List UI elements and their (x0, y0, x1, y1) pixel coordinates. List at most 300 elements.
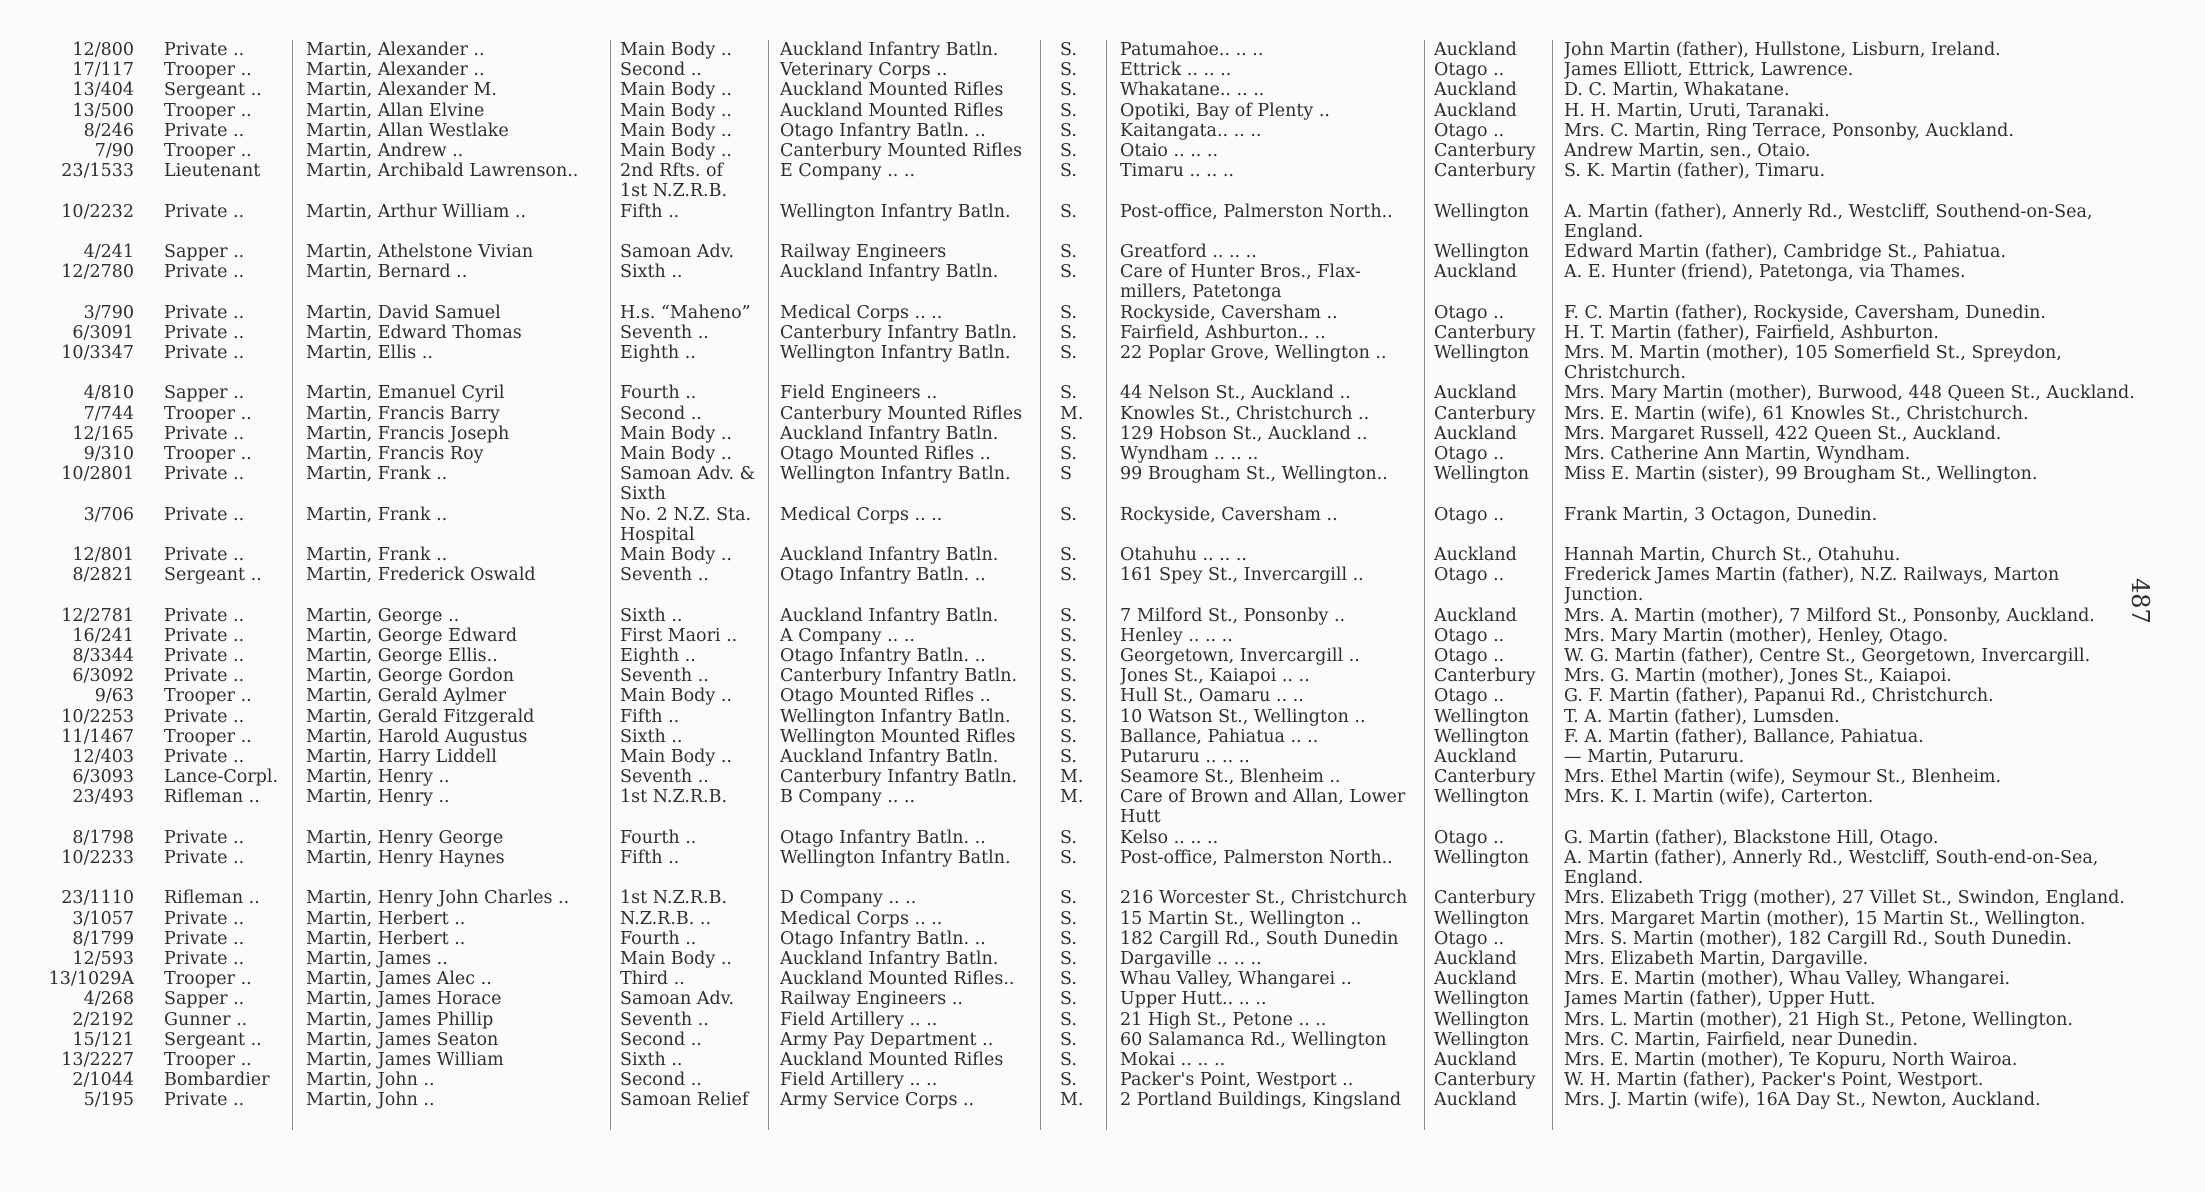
table-row (0, 787, 2205, 827)
marital-status: S. (1060, 545, 1077, 565)
draft-body: Fourth .. (620, 827, 697, 848)
rank: Sergeant .. (164, 1029, 262, 1050)
district: Otago .. (1434, 565, 1505, 586)
rank: Sapper .. (164, 242, 245, 262)
district: Otago .. (1434, 60, 1505, 81)
service-number: 13/404 (72, 80, 134, 101)
rank: Private .. (164, 646, 245, 666)
last-address: Fairfield, Ashburton.. .. (1120, 322, 1326, 343)
district: Auckland (1434, 383, 1517, 404)
draft-body: Main Body .. (620, 80, 732, 101)
table-row (0, 606, 2205, 626)
marital-status: S. (1060, 989, 1077, 1010)
unit: Auckland Infantry Batln. (780, 605, 999, 626)
next-of-kin: G. Martin (father), Blackstone Hill, Otago. (1564, 827, 1939, 848)
district: Auckland (1434, 80, 1517, 101)
last-address: Rockyside, Caversham .. (1120, 302, 1338, 323)
next-of-kin: Mrs. A. Martin (mother), 7 Milford St., Ponsonby, Auckland. (1564, 605, 2095, 626)
district: Wellington (1434, 1029, 1530, 1050)
draft-body: Second .. (620, 60, 702, 81)
rank: Private .. (164, 545, 245, 565)
district: Canterbury (1434, 403, 1536, 424)
table-row (0, 202, 2205, 242)
next-of-kin: A. Martin (father), Annerly Rd., Westcliff, Southend-on-Sea, England. (1564, 201, 2093, 242)
rank: Private .. (164, 908, 245, 929)
unit: Otago Mounted Rifles .. (780, 686, 991, 707)
draft-body: Main Body .. (620, 423, 732, 444)
table-row (0, 828, 2205, 848)
unit: Auckland Mounted Rifles (780, 1050, 1004, 1070)
soldier-name: Martin, Henry John Charles .. (306, 888, 570, 909)
last-address: Kelso .. .. .. (1120, 827, 1219, 848)
table-row (0, 404, 2205, 424)
soldier-name: Martin, James Horace (306, 989, 502, 1010)
district: Otago .. (1434, 928, 1505, 949)
rank: Private .. (164, 827, 245, 848)
rank: Private .. (164, 322, 245, 343)
district: Wellington (1434, 787, 1530, 808)
table-row (0, 909, 2205, 929)
last-address: 216 Worcester St., Christchurch (1120, 888, 1408, 909)
service-number: 10/2801 (61, 464, 134, 485)
unit: E Company .. .. (780, 161, 916, 182)
rank: Trooper .. (164, 100, 252, 121)
last-address: Packer's Point, Westport .. (1120, 1070, 1354, 1091)
rank: Private .. (164, 464, 245, 485)
rank: Private .. (164, 949, 245, 969)
next-of-kin: Mrs. K. I. Martin (wife), Carterton. (1564, 787, 1874, 808)
unit: Auckland Infantry Batln. (780, 423, 999, 444)
service-number: 6/3092 (72, 666, 134, 687)
service-number: 4/268 (83, 989, 134, 1010)
soldier-name: Martin, Alexander .. (306, 40, 485, 60)
next-of-kin: Mrs. G. Martin (mother), Jones St., Kaiapoi. (1564, 666, 1952, 687)
draft-body: Main Body .. (620, 141, 732, 161)
next-of-kin: F. A. Martin (father), Ballance, Pahiatua. (1564, 726, 1924, 747)
table-row (0, 767, 2205, 787)
unit: Wellington Infantry Batln. (780, 706, 1011, 727)
draft-body: Seventh .. (620, 666, 709, 687)
draft-body: Main Body .. (620, 120, 732, 141)
last-address: Post-office, Palmerston North.. (1120, 201, 1393, 222)
last-address: Putaruru .. .. .. (1120, 747, 1250, 767)
soldier-name: Martin, Henry George (306, 827, 504, 848)
marital-status: S. (1060, 141, 1077, 161)
next-of-kin: Mrs. Mary Martin (mother), Burwood, 448 Queen St., Auckland. (1564, 383, 2135, 404)
draft-body: Samoan Relief (620, 1090, 749, 1111)
draft-body: Second .. (620, 1029, 702, 1050)
last-address: 99 Brougham St., Wellington.. (1120, 464, 1388, 485)
table-row (0, 161, 2205, 201)
unit: Canterbury Infantry Batln. (780, 322, 1018, 343)
last-address: 161 Spey St., Invercargill .. (1120, 565, 1364, 586)
marital-status: M. (1060, 787, 1084, 808)
last-address: 129 Hobson St., Auckland .. (1120, 423, 1368, 444)
soldier-name: Martin, Frank .. (306, 545, 448, 565)
service-number: 8/246 (83, 120, 134, 141)
soldier-name: Martin, Henry .. (306, 787, 450, 808)
soldier-name: Martin, Frank .. (306, 504, 448, 525)
service-number: 12/801 (72, 545, 134, 565)
district: Wellington (1434, 908, 1530, 929)
unit: Auckland Mounted Rifles (780, 100, 1004, 121)
table-row (0, 101, 2205, 121)
district: Wellington (1434, 242, 1530, 262)
unit: Auckland Infantry Batln. (780, 262, 999, 283)
marital-status: S. (1060, 706, 1077, 727)
draft-body: 1st N.Z.R.B. (620, 787, 728, 808)
unit: Otago Infantry Batln. .. (780, 928, 986, 949)
draft-body: N.Z.R.B. .. (620, 908, 712, 929)
unit: Veterinary Corps .. (780, 60, 948, 81)
next-of-kin: Mrs. Margaret Russell, 422 Queen St., Auckland. (1564, 423, 2002, 444)
district: Auckland (1434, 100, 1517, 121)
last-address: Jones St., Kaiapoi .. .. (1120, 666, 1310, 687)
district: Wellington (1434, 343, 1530, 363)
last-address: Seamore St., Blenheim .. (1120, 767, 1341, 788)
marital-status: S. (1060, 383, 1077, 404)
table-row (0, 40, 2205, 60)
service-number: 17/117 (72, 60, 134, 81)
table-row (0, 626, 2205, 646)
page-number: 487 (2126, 578, 2154, 624)
next-of-kin: H. H. Martin, Uruti, Taranaki. (1564, 100, 1830, 121)
marital-status: S. (1060, 686, 1077, 707)
last-address: Ballance, Pahiatua .. .. (1120, 726, 1319, 747)
marital-status: S. (1060, 625, 1077, 646)
service-number: 6/3093 (72, 767, 134, 788)
marital-status: S. (1060, 423, 1077, 444)
draft-body: Main Body .. (620, 545, 732, 565)
district: Otago .. (1434, 302, 1505, 323)
rank: Rifleman .. (164, 888, 260, 909)
table-row (0, 969, 2205, 989)
marital-status: S. (1060, 322, 1077, 343)
district: Auckland (1434, 262, 1517, 283)
soldier-name: Martin, Ellis .. (306, 343, 433, 363)
unit: D Company .. .. (780, 888, 917, 909)
rank: Trooper .. (164, 726, 252, 747)
service-number: 2/1044 (72, 1070, 134, 1091)
marital-status: S. (1060, 565, 1077, 586)
soldier-name: Martin, Archibald Lawrenson.. (306, 161, 579, 182)
service-number: 9/310 (83, 444, 134, 464)
last-address: Ettrick .. .. .. (1120, 60, 1232, 81)
rank: Trooper .. (164, 141, 252, 161)
table-row (0, 666, 2205, 686)
table-row (0, 1010, 2205, 1030)
rank: Bombardier (164, 1070, 270, 1091)
last-address: 2 Portland Buildings, Kingsland (1120, 1090, 1402, 1111)
unit: Canterbury Infantry Batln. (780, 767, 1018, 788)
unit: Canterbury Mounted Rifles (780, 141, 1023, 161)
district: Auckland (1434, 969, 1517, 990)
unit: Medical Corps .. .. (780, 504, 943, 525)
district: Wellington (1434, 706, 1530, 727)
marital-status: S. (1060, 949, 1077, 969)
last-address: 10 Watson St., Wellington .. (1120, 706, 1366, 727)
next-of-kin: James Martin (father), Upper Hutt. (1564, 989, 1876, 1010)
marital-status: S. (1060, 827, 1077, 848)
last-address: Georgetown, Invercargill .. (1120, 646, 1360, 666)
rank: Trooper .. (164, 686, 252, 707)
service-number: 2/2192 (72, 1009, 134, 1030)
last-address: Opotiki, Bay of Plenty .. (1120, 100, 1330, 121)
last-address: Greatford .. .. .. (1120, 242, 1257, 262)
service-number: 23/1533 (61, 161, 134, 182)
rank: Trooper .. (164, 403, 252, 424)
marital-status: M. (1060, 1090, 1084, 1111)
last-address: Upper Hutt.. .. .. (1120, 989, 1267, 1010)
service-number: 23/493 (72, 787, 134, 808)
draft-body: Fifth .. (620, 848, 680, 868)
service-number: 8/1799 (72, 928, 134, 949)
unit: Canterbury Mounted Rifles (780, 403, 1023, 424)
soldier-name: Martin, George Gordon (306, 666, 514, 687)
rank: Private .. (164, 706, 245, 727)
table-row (0, 262, 2205, 302)
unit: Wellington Mounted Rifles (780, 726, 1016, 747)
next-of-kin: Mrs. E. Martin (mother), Te Kopuru, North Wairoa. (1564, 1050, 2018, 1070)
unit: Otago Infantry Batln. .. (780, 646, 986, 666)
last-address: 182 Cargill Rd., South Dunedin (1120, 928, 1399, 949)
table-row (0, 686, 2205, 706)
soldier-name: Martin, Arthur William .. (306, 201, 527, 222)
draft-body: Eighth .. (620, 646, 696, 666)
soldier-name: Martin, Henry .. (306, 767, 450, 788)
soldier-name: Martin, James Seaton (306, 1029, 499, 1050)
next-of-kin: Mrs. Margaret Martin (mother), 15 Martin St., Wellington. (1564, 908, 2086, 929)
table-row (0, 121, 2205, 141)
rank: Private .. (164, 747, 245, 767)
marital-status: M. (1060, 403, 1084, 424)
district: Wellington (1434, 726, 1530, 747)
draft-body: Seventh .. (620, 322, 709, 343)
draft-body: Third .. (620, 969, 685, 990)
rank: Lance-Corpl. (164, 767, 279, 788)
rank: Private .. (164, 1090, 245, 1111)
soldier-name: Martin, Bernard .. (306, 262, 468, 283)
service-number: 13/2227 (61, 1050, 134, 1070)
next-of-kin: James Elliott, Ettrick, Lawrence. (1564, 60, 1854, 81)
draft-body: Sixth .. (620, 726, 683, 747)
rank: Private .. (164, 423, 245, 444)
marital-status: S. (1060, 262, 1077, 283)
last-address: Kaitangata.. .. .. (1120, 120, 1262, 141)
service-number: 10/3347 (61, 343, 134, 363)
draft-body: Samoan Adv. (620, 242, 735, 262)
marital-status: S. (1060, 1050, 1077, 1070)
next-of-kin: A. E. Hunter (friend), Patetonga, via Thames. (1564, 262, 1966, 283)
last-address: Rockyside, Caversham .. (1120, 504, 1338, 525)
service-number: 12/165 (72, 423, 134, 444)
table-row (0, 141, 2205, 161)
soldier-name: Martin, Emanuel Cyril (306, 383, 505, 404)
unit: Otago Infantry Batln. .. (780, 565, 986, 586)
unit: Wellington Infantry Batln. (780, 464, 1011, 485)
next-of-kin: H. T. Martin (father), Fairfield, Ashburton. (1564, 322, 1939, 343)
district: Canterbury (1434, 666, 1536, 687)
next-of-kin: Frank Martin, 3 Octagon, Dunedin. (1564, 504, 1878, 525)
district: Otago .. (1434, 120, 1505, 141)
next-of-kin: Mrs. E. Martin (wife), 61 Knowles St., Christchurch. (1564, 403, 2029, 424)
marital-status: S. (1060, 646, 1077, 666)
service-number: 15/121 (72, 1029, 134, 1050)
soldier-name: Martin, Alexander .. (306, 60, 485, 81)
table-row (0, 1070, 2205, 1090)
next-of-kin: Mrs. L. Martin (mother), 21 High St., Petone, Wellington. (1564, 1009, 2073, 1030)
rank: Trooper .. (164, 60, 252, 81)
service-number: 7/744 (83, 403, 134, 424)
district: Auckland (1434, 747, 1517, 767)
unit: Otago Infantry Batln. .. (780, 120, 986, 141)
draft-body: Main Body .. (620, 444, 732, 464)
unit: Field Engineers .. (780, 383, 938, 404)
rank: Trooper .. (164, 969, 252, 990)
soldier-name: Martin, David Samuel (306, 302, 501, 323)
table-row (0, 444, 2205, 464)
service-number: 12/800 (72, 40, 134, 60)
soldier-name: Martin, James William (306, 1050, 504, 1070)
unit: Auckland Mounted Rifles.. (780, 969, 1015, 990)
next-of-kin: S. K. Martin (father), Timaru. (1564, 161, 1826, 182)
marital-status: S. (1060, 908, 1077, 929)
draft-body: Fifth .. (620, 201, 680, 222)
table-row (0, 565, 2205, 605)
draft-body: Main Body .. (620, 949, 732, 969)
marital-status: S. (1060, 343, 1077, 363)
service-number: 10/2232 (61, 201, 134, 222)
table-row (0, 242, 2205, 262)
soldier-name: Martin, Herbert .. (306, 908, 466, 929)
service-number: 8/3344 (72, 646, 134, 666)
marital-status: S. (1060, 60, 1077, 81)
unit: Wellington Infantry Batln. (780, 343, 1011, 363)
next-of-kin: W. H. Martin (father), Packer's Point, Westport. (1564, 1070, 1984, 1091)
table-row (0, 848, 2205, 888)
soldier-name: Martin, Edward Thomas (306, 322, 522, 343)
table-row (0, 424, 2205, 444)
rank: Rifleman .. (164, 787, 260, 808)
table-row (0, 1050, 2205, 1070)
next-of-kin: Hannah Martin, Church St., Otahuhu. (1564, 545, 1901, 565)
service-number: 9/63 (94, 686, 134, 707)
district: Otago .. (1434, 444, 1505, 464)
last-address: Dargaville .. .. .. (1120, 949, 1262, 969)
district: Otago .. (1434, 625, 1505, 646)
unit: Field Artillery .. .. (780, 1070, 938, 1091)
rank: Private .. (164, 201, 245, 222)
district: Auckland (1434, 1050, 1517, 1070)
draft-body: Main Body .. (620, 686, 732, 707)
service-number: 10/2253 (61, 706, 134, 727)
unit: Auckland Mounted Rifles (780, 80, 1004, 101)
draft-body: Fourth .. (620, 383, 697, 404)
marital-status: S. (1060, 100, 1077, 121)
soldier-name: Martin, John .. (306, 1090, 435, 1111)
last-address: Mokai .. .. .. (1120, 1050, 1226, 1070)
service-number: 12/2781 (61, 605, 134, 626)
rank: Sapper .. (164, 383, 245, 404)
next-of-kin: Mrs. M. Martin (mother), 105 Somerfield St., Spreydon, Christchurch. (1564, 343, 2062, 383)
service-number: 10/2233 (61, 848, 134, 868)
marital-status: S. (1060, 1070, 1077, 1091)
last-address: Patumahoe.. .. .. (1120, 40, 1264, 60)
next-of-kin: A. Martin (father), Annerly Rd., Westcliff, South-end-on-Sea, England. (1564, 848, 2099, 888)
last-address: Knowles St., Christchurch .. (1120, 403, 1370, 424)
district: Wellington (1434, 201, 1530, 222)
district: Auckland (1434, 605, 1517, 626)
rank: Private .. (164, 302, 245, 323)
soldier-name: Martin, Alexander M. (306, 80, 497, 101)
service-number: 8/2821 (72, 565, 134, 586)
unit: Army Service Corps .. (780, 1090, 975, 1111)
next-of-kin: Mrs. Elizabeth Martin, Dargaville. (1564, 949, 1869, 969)
draft-body: Samoan Adv. & Sixth (620, 464, 756, 505)
draft-body: No. 2 N.Z. Sta. Hospital (620, 504, 752, 545)
soldier-name: Martin, Frank .. (306, 464, 448, 485)
next-of-kin: Mrs. Ethel Martin (wife), Seymour St., Blenheim. (1564, 767, 2002, 788)
draft-body: Seventh .. (620, 767, 709, 788)
soldier-name: Martin, Allan Westlake (306, 120, 509, 141)
unit: Auckland Infantry Batln. (780, 949, 999, 969)
district: Auckland (1434, 40, 1517, 60)
unit: Medical Corps .. .. (780, 908, 943, 929)
marital-status: S. (1060, 1029, 1077, 1050)
last-address: 22 Poplar Grove, Wellington .. (1120, 343, 1387, 363)
last-address: 60 Salamanca Rd., Wellington (1120, 1029, 1387, 1050)
next-of-kin: Mrs. Catherine Ann Martin, Wyndham. (1564, 444, 1911, 464)
soldier-name: Martin, Gerald Aylmer (306, 686, 506, 707)
next-of-kin: Mrs. S. Martin (mother), 182 Cargill Rd., South Dunedin. (1564, 928, 2072, 949)
marital-status: S. (1060, 1009, 1077, 1030)
rank: Private .. (164, 625, 245, 646)
rank: Private .. (164, 605, 245, 626)
rank: Private .. (164, 848, 245, 868)
unit: Wellington Infantry Batln. (780, 201, 1011, 222)
rank: Sergeant .. (164, 565, 262, 586)
service-number: 12/2780 (61, 262, 134, 283)
draft-body: Seventh .. (620, 565, 709, 586)
draft-body: Sixth .. (620, 605, 683, 626)
district: Canterbury (1434, 888, 1536, 909)
unit: Auckland Infantry Batln. (780, 747, 999, 767)
unit: Otago Mounted Rifles .. (780, 444, 991, 464)
draft-body: Sixth .. (620, 1050, 683, 1070)
last-address: Wyndham .. .. .. (1120, 444, 1259, 464)
service-number: 23/1110 (61, 888, 134, 909)
soldier-name: Martin, Francis Roy (306, 444, 484, 464)
service-number: 3/706 (83, 504, 134, 525)
unit: Medical Corps .. .. (780, 302, 943, 323)
next-of-kin: Mrs. C. Martin, Fairfield, near Dunedin. (1564, 1029, 1918, 1050)
unit: A Company .. .. (780, 625, 915, 646)
marital-status: S. (1060, 747, 1077, 767)
marital-status: S. (1060, 726, 1077, 747)
marital-status: S. (1060, 40, 1077, 60)
soldier-name: Martin, George Edward (306, 625, 518, 646)
draft-body: 1st N.Z.R.B. (620, 888, 728, 909)
marital-status: S. (1060, 120, 1077, 141)
draft-body: Sixth .. (620, 262, 683, 283)
service-number: 13/500 (72, 100, 134, 121)
service-number: 12/403 (72, 747, 134, 767)
service-number: 8/1798 (72, 827, 134, 848)
marital-status: S. (1060, 161, 1077, 182)
next-of-kin: T. A. Martin (father), Lumsden. (1564, 706, 1840, 727)
last-address: Care of Hunter Bros., Flax- millers, Patetonga (1120, 262, 1361, 303)
table-row (0, 323, 2205, 343)
